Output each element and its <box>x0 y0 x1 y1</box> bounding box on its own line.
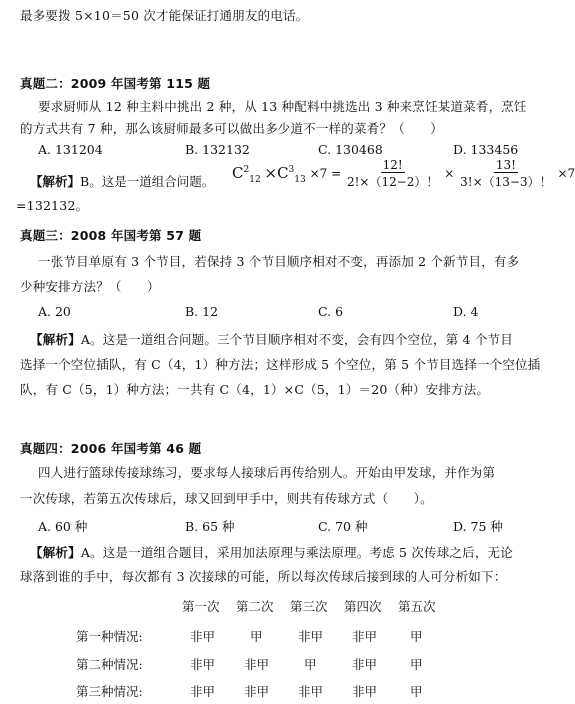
table-cell: 非甲 <box>244 684 270 699</box>
formula-tail: ×7 <box>557 166 575 181</box>
combination-c13-3: $\times C^3_{13}$ <box>264 163 306 185</box>
q2-title: 真题二：2009 年国考第 115 题 <box>20 76 211 91</box>
table-row-label: 第二种情况: <box>76 657 143 672</box>
q4-option-a: A. 60 种 <box>38 519 88 534</box>
q2-body-line-1: 要求厨师从 12 种主料中挑出 2 种，从 13 种配料中挑选出 3 种来烹饪某道菜肴，烹饪 <box>38 99 527 114</box>
q3-option-d: D. 4 <box>453 304 479 319</box>
table-header: 第二次 <box>236 599 274 614</box>
table-cell: 甲 <box>410 629 423 644</box>
q3-analysis-line-3: 队，有 C（5，1）种方法；一共有 C（4，1）×C（5，1）＝20（种）安排方法。 <box>20 382 490 397</box>
table-cell: 非甲 <box>298 629 324 644</box>
q4-body-line-2: 一次传球，若第五次传球后，球又回到甲手中，则共有传球方式（ ）。 <box>20 491 433 506</box>
q3-title: 真题三：2008 年国考第 57 题 <box>20 228 202 243</box>
q4-option-d: D. 75 种 <box>453 519 503 534</box>
table-header: 第一次 <box>182 599 220 614</box>
q4-option-c: C. 70 种 <box>318 519 368 534</box>
q2-analysis <box>30 172 214 190</box>
table-cell: 甲 <box>410 657 423 672</box>
q2-body-line-2: 的方式共有 7 种，那么该厨师最多可以做出多少道不一样的菜肴？（ ） <box>20 121 443 136</box>
q3-body-line-2: 少种安排方法？（ ） <box>20 279 160 294</box>
fraction-12-factorial: $\frac{12!}{2!\times(12-2)!}$ <box>346 158 439 189</box>
table-cell: 非甲 <box>190 684 216 699</box>
q2-option-c: C. 130468 <box>318 142 383 157</box>
table-header: 第五次 <box>398 599 436 614</box>
table-cell: 非甲 <box>190 629 216 644</box>
times-sign: × <box>444 166 455 181</box>
table-row-label: 第三种情况: <box>76 684 143 699</box>
analysis-tag: 【解析】 <box>30 174 81 189</box>
q3-analysis-line-1: 【解析】A。这是一道组合问题。三个节目顺序相对不变，会有四个空位，第 4 个节目 <box>30 332 513 347</box>
q2-result: =132132。 <box>16 198 89 213</box>
q2-option-d: D. 133456 <box>453 142 519 157</box>
q2-option-b: B. 132132 <box>185 142 250 157</box>
q3-option-a: A. 20 <box>38 304 71 319</box>
q3-body-line-1: 一张节目单原有 3 个节目，若保持 3 个节目顺序相对不变，再添加 2 个新节目，有多 <box>38 254 520 269</box>
fraction-13-factorial: $\frac{13!}{3!\times(13-3)!}$ <box>460 158 552 189</box>
table-cell: 非甲 <box>352 629 378 644</box>
table-cell: 甲 <box>250 629 263 644</box>
analysis-tag: 【解析】 <box>30 332 81 347</box>
q4-option-b: B. 65 种 <box>185 519 235 534</box>
table-cell: 非甲 <box>352 657 378 672</box>
analysis-text: B。这是一道组合问题。 <box>80 174 215 189</box>
q4-analysis-line-1: 【解析】A。这是一道组合题目，采用加法原理与乘法原理。考虑 5 次传球之后，无论 <box>30 545 513 560</box>
q2-option-a: A. 131204 <box>38 142 103 157</box>
q4-analysis-line-2: 球落到谁的手中，每次都有 3 次接球的可能，所以每次传球后接到球的人可分析如下： <box>20 569 507 584</box>
table-cell: 非甲 <box>352 684 378 699</box>
table-cell: 非甲 <box>298 684 324 699</box>
table-header: 第三次 <box>290 599 328 614</box>
q4-body-line-1: 四人进行篮球传接球练习，要求每人接球后再传给别人。开始由甲发球，并作为第 <box>38 465 496 480</box>
q3-analysis-line-2: 选择一个空位插队，有 C（4，1）种方法；这样形成 5 个空位，第 5 个节目选择一个空位插 <box>20 357 541 372</box>
table-row-label: 第一种情况: <box>76 629 143 644</box>
combination-c12-2: $C^2_{12}$ <box>232 163 261 185</box>
intro-line: 最多要拨 5×10＝50 次才能保证打通朋友的电话。 <box>20 8 309 23</box>
table-cell: 非甲 <box>190 657 216 672</box>
q2-formula <box>232 158 575 190</box>
times-seven-equals: ×7 = <box>309 166 342 181</box>
q3-option-c: C. 6 <box>318 304 344 319</box>
q3-option-b: B. 12 <box>185 304 219 319</box>
table-header: 第四次 <box>344 599 382 614</box>
q4-title: 真题四：2006 年国考第 46 题 <box>20 441 202 456</box>
table-cell: 非甲 <box>244 657 270 672</box>
analysis-tag: 【解析】 <box>30 545 81 560</box>
table-cell: 甲 <box>304 657 317 672</box>
table-cell: 甲 <box>410 684 423 699</box>
